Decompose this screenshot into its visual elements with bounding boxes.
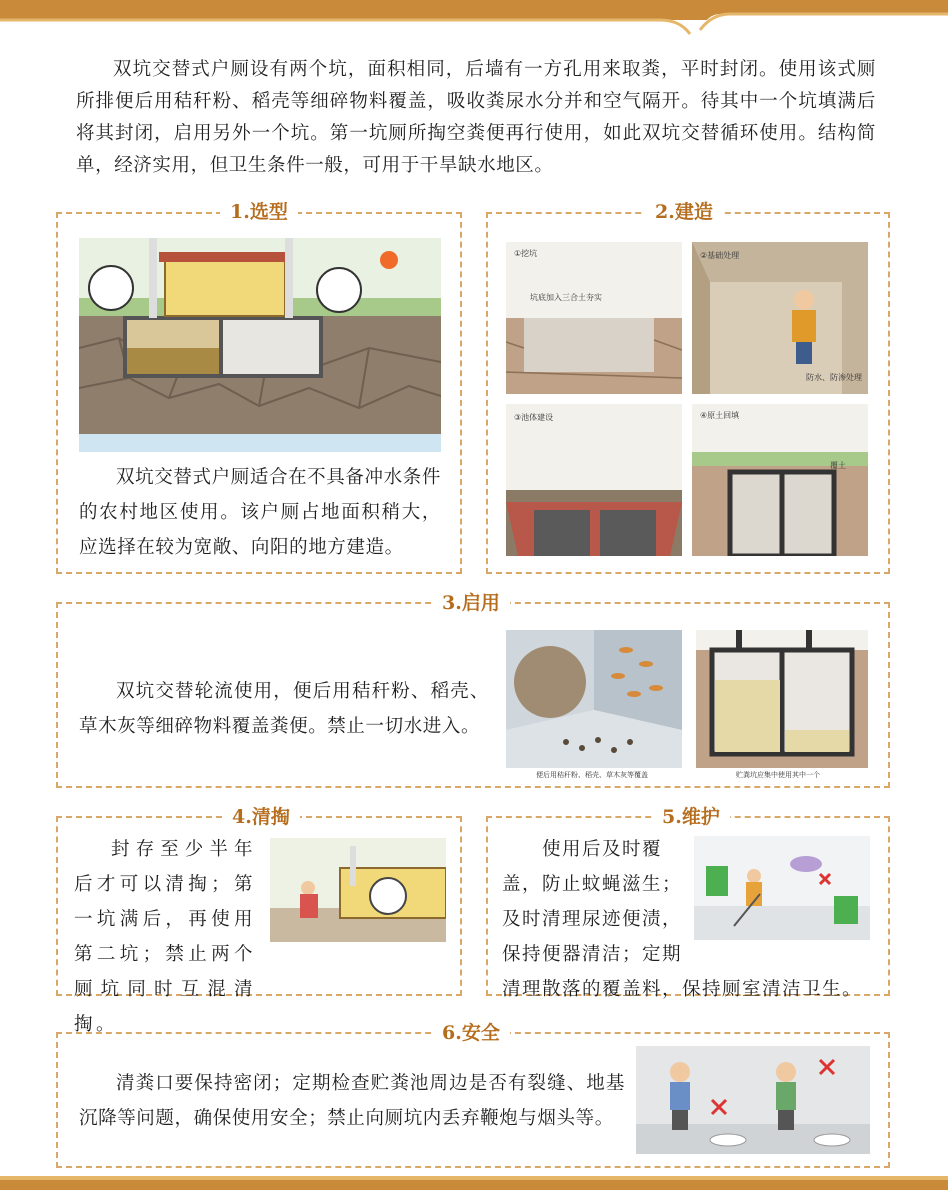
maintenance-line-1: 使用后及时覆 [542, 839, 663, 860]
section-text-safety: 清粪口要保持密闭；定期检查贮粪池周边是否有裂缝、地基沉降等问题，确保使用安全；禁止向厕坑内丢弃鞭炮与烟头等。 [79, 1073, 625, 1129]
section-title-cleaning: 4.清掏 [222, 805, 300, 829]
step-foundation-note: 防水、防渗处理 [806, 373, 862, 382]
section-text-selection: 双坑交替式户厕适合在不具备冲水条件的农村地区使用。该户厕占地面积稍大，应选择在较为宽敞、向阳的地方建造。 [79, 467, 441, 558]
step-build-label: ③池体建设 [514, 413, 554, 422]
step-foundation-label: ②基础处理 [700, 251, 740, 260]
step-dig-label: ①挖坑 [514, 249, 538, 258]
step-dig-pit [506, 242, 682, 394]
step-backfill-note: 覆土 [830, 461, 846, 470]
section-title-safety: 6.安全 [432, 1021, 510, 1045]
step-build-pool [506, 404, 682, 556]
maintenance-line-5: 清理散落的覆盖料，保持厕室清洁卫生。 [502, 979, 863, 1000]
step-backfill [692, 404, 868, 556]
maintenance-line-3: 及时清理尿迹便渍， [502, 909, 683, 930]
section-title-construction: 2.建造 [645, 200, 723, 224]
cleaning-illustration [270, 838, 446, 942]
step-dig-note: 坑底加入三合土夯实 [530, 293, 602, 302]
step-backfill-label: ④原土回填 [700, 411, 740, 420]
section-title-selection: 1.选型 [220, 200, 298, 224]
section-text-cleaning: 封存至少半年后才可以清掏；第一坑满后，再使用第二坑；禁止两个厕坑同时互混清掏。 [74, 839, 256, 1035]
pit-usage-caption: 贮粪坑应集中使用其中一个 [736, 771, 820, 779]
top-banner [0, 0, 948, 40]
section-text-activation: 双坑交替轮流使用，便后用秸秆粉、稻壳、草木灰等细碎物料覆盖粪便。禁止一切水进入。 [79, 681, 489, 737]
covering-caption: 便后用秸秆粉、稻壳、草木灰等覆盖 [536, 771, 648, 779]
section-title-maintenance: 5.维护 [652, 805, 730, 829]
twin-pit-diagram [79, 238, 441, 452]
maintenance-line-4: 保持便器清洁；定期 [502, 944, 683, 965]
bottom-band [0, 1176, 948, 1190]
section-title-activation: 3.启用 [432, 591, 510, 615]
intro-paragraph: 双坑交替式户厕设有两个坑，面积相同，后墙有一方孔用来取粪，平时封闭。使用该式厕所排便后用秸秆粉、稻壳等细碎物料覆盖，吸收粪尿水分并和空气隔开。待其中一个坑填满后将其封闭，启用另外一个坑。第一坑厕所掏空粪便再行使用，如此双坑交替循环使用。结构简单，经济实用，但卫生条件一般，可用于干旱缺水地区。 [76, 59, 876, 176]
covering-materials-illustration [506, 630, 682, 768]
maintenance-illustration [694, 836, 870, 940]
pit-usage-illustration [696, 630, 868, 768]
safety-illustration [636, 1046, 870, 1154]
maintenance-line-2: 盖，防止蚊蝇滋生； [502, 874, 683, 895]
